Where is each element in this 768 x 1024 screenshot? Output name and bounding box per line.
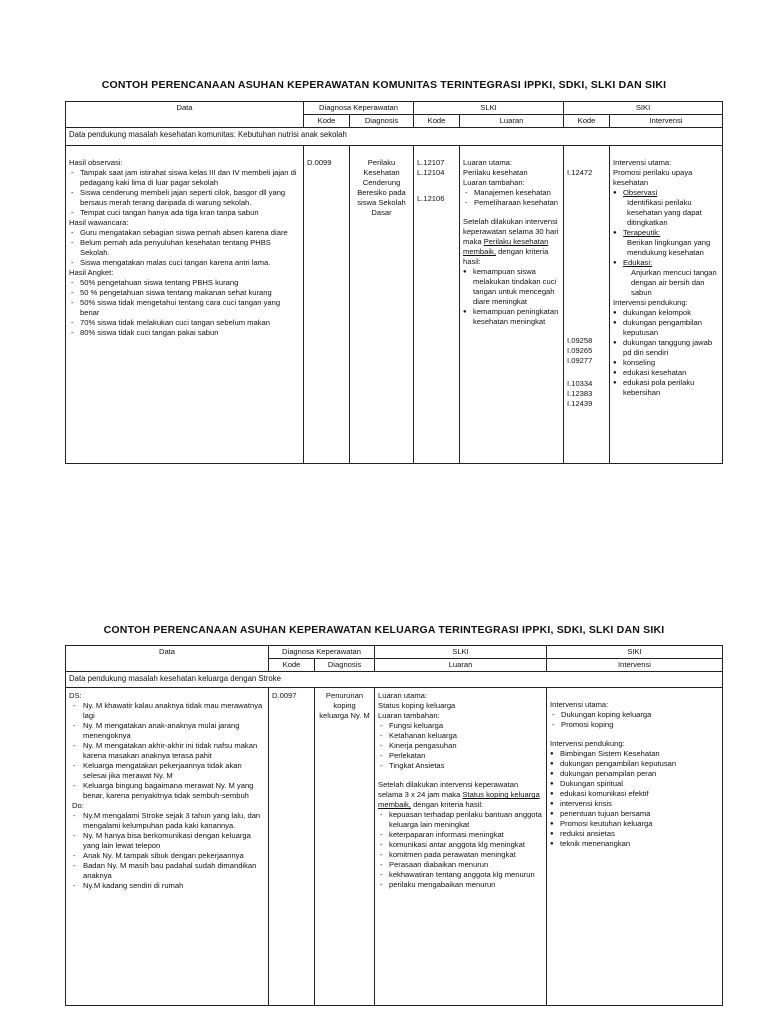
kriteria-outro: dengan kriteria hasil: [463, 247, 549, 267]
support-data-row: Data pendukung masalah kesehatan keluarga dengan Stroke [66, 672, 723, 688]
slki-code: L.12106 [417, 194, 445, 204]
header-siki: SIKI [547, 646, 723, 659]
diagnosis-code-cell [304, 146, 350, 464]
list-item: - Perlekatan [378, 751, 543, 761]
diagnosis-text: Perilaku Kesehatan Cenderung Beresiko pada siswa Sekolah Dasar [357, 158, 406, 218]
list-item: - perilaku mengabaikan menurun [378, 880, 543, 890]
ds-label: DS: [69, 691, 82, 701]
support-data-row: Data pendukung masalah kesehatan komunitas: Kebutuhan nutrisi anak sekolah [66, 128, 723, 146]
siki-code: I.09258 [567, 336, 593, 346]
slki-code-cell [414, 146, 460, 464]
list-item: - Dukungan koping keluarga [550, 710, 719, 720]
list-item: ● kemampuan siswa melakukan tindakan cuci tangan untuk mencegah diare meningkat [463, 267, 560, 307]
header-diagnosa: Diagnosa Keperawatan [269, 646, 375, 659]
luaran-tambahan-list [378, 721, 543, 771]
diagnosis-code-cell [269, 688, 315, 1006]
list-item: - 50% siswa tidak mengetahui tentang cara cuci tangan yang benar [69, 298, 300, 318]
list-item: - Tempat cuci tangan hanya ada tiga kran tanpa sabun [69, 208, 300, 218]
list-item: - Siswa mengatakan malas cuci tangan karena antri lama. [69, 258, 300, 268]
list-item: - Ny.M kadang sendiri di rumah [69, 881, 265, 891]
kriteria-target: Status koping keluarga membaik, [378, 790, 540, 810]
list-item: - komunikasi antar anggota klg meningkat [378, 840, 543, 850]
list-item: - Badan Ny. M masih bau padahal sudah dimandikan anaknya [69, 861, 265, 881]
terapeutik-heading: Terapeutik: [623, 228, 661, 238]
list-item: ● dukungan pengambilan keputusan [613, 318, 719, 338]
observasi-heading: Observasi [623, 188, 658, 198]
luaran-tambahan-list [463, 188, 560, 208]
intervensi-utama-text: Promosi perilaku upaya kesehatan [613, 168, 693, 188]
header-slki: SLKI [375, 646, 547, 659]
list-item: - kepuasan terhadap perilaku bantuan anggota keluarga lain meningkat [378, 810, 543, 830]
intervensi-cell [547, 688, 723, 1006]
list-item: - komitmen pada perawatan meningkat [378, 850, 543, 860]
observasi-text: Identifikasi perilaku kesehatan yang dapat ditingkatkan [627, 198, 702, 228]
wawancara-list [69, 228, 300, 268]
kriteria-paragraph [463, 217, 560, 267]
list-item: - Promosi koping [550, 720, 719, 730]
list-item: ● konseling [613, 358, 719, 368]
diagnosis-code: D.0097 [272, 691, 297, 701]
header-intervensi: Intervensi [610, 115, 723, 128]
list-item: - 50% pengetahuan siswa tentang PBHS kurang [69, 278, 300, 288]
intervensi-utama-list [550, 710, 719, 730]
document-title-keluarga: CONTOH PERENCANAAN ASUHAN KEPERAWATAN KELUARGA TERINTEGRASI IPPKI, SDKI, SLKI DAN SIKI [103, 624, 665, 636]
list-item: - Ny. M mengatakan akhir-akhir ini tidak nafsu makan karena masakan anaknya terasa pahit [69, 741, 265, 761]
luaran-cell [375, 688, 547, 1006]
list-item: ● kemampuan peningkatan kesehatan meningkat [463, 307, 560, 327]
list-item: ● edukasi pola perilaku kebersihan [613, 378, 719, 398]
list-item: - Manajemen kesehatan [463, 188, 560, 198]
list-item: ● edukasi kesehatan [613, 368, 719, 378]
list-item: - Anak Ny. M tampak sibuk dengan pekerjaannya [69, 851, 265, 861]
do-label: Do: [72, 801, 84, 811]
list-item: - 70% siswa tidak melakukan cuci tangan sebelum makan [69, 318, 300, 328]
wawancara-label: Hasil wawancara: [69, 218, 129, 228]
data-cell [66, 688, 269, 1006]
intervensi-utama-label: Intervensi utama: [613, 158, 672, 168]
do-list [69, 811, 265, 891]
list-item: ● intervensi krisis [550, 799, 719, 809]
list-item: - Guru mengatakan sebagian siswa pernah absen karena diare [69, 228, 300, 238]
header-diagnosis: Diagnosis [315, 659, 375, 672]
siki-code: I.10334 [567, 379, 593, 389]
header-kode: Kode [269, 659, 315, 672]
kriteria-outro: dengan kriteria hasil: [413, 800, 484, 810]
care-plan-table-keluarga [65, 645, 723, 1006]
luaran-utama-label: Luaran utama: [378, 691, 427, 701]
observasi-list [69, 168, 300, 218]
list-item: ● reduksi ansietas [550, 829, 719, 839]
header-siki: SIKI [564, 102, 723, 115]
intervensi-utama-label: Intervensi utama: [550, 700, 609, 710]
luaran-utama-label: Luaran utama: [463, 158, 512, 168]
siki-code: I.12383 [567, 389, 593, 399]
list-item: ● dukungan kelompok [613, 308, 719, 318]
header-kode: Kode [414, 115, 460, 128]
intervensi-utama-list [613, 188, 719, 298]
header-diagnosis: Diagnosis [350, 115, 414, 128]
luaran-tambahan-label: Luaran tambahan: [463, 178, 525, 188]
kriteria-paragraph [378, 780, 543, 810]
slki-code: L.12104 [417, 168, 445, 178]
list-item: - Siswa cenderung membeli jajan seperti cilok, basgor dll yang bersaus merah terang daripada di warung sekolah. [69, 188, 300, 208]
luaran-tambahan-label: Luaran tambahan: [378, 711, 440, 721]
observasi-label: Hasil observasi: [69, 158, 123, 168]
list-item: ● Dukungan spiritual [550, 779, 719, 789]
header-luaran: Luaran [375, 659, 547, 672]
intervensi-pendukung-list [550, 749, 719, 849]
siki-code-cell [564, 146, 610, 464]
edukasi-heading: Edukasi: [623, 258, 653, 268]
kriteria-intro: Setelah dilakukan intervensi keperawatan selama 30 hari maka [463, 217, 559, 247]
siki-code-list [567, 336, 606, 409]
list-item: ● edukasi komunikasi efektif [550, 789, 719, 799]
siki-code: I.12439 [567, 399, 593, 409]
list-item: - 50 % pengetahuan siswa tentang makanan sehat kurang [69, 288, 300, 298]
edukasi-text: Anjurkan mencuci tangan dengan air bersih dan sabun [631, 268, 717, 298]
list-item: - kekhawatiran tentang anggota klg menurun [378, 870, 543, 880]
list-item: - Ny. M khawatir kalau anaknya tidak mau merawatnya lagi [69, 701, 265, 721]
list-item: ● dukungan pengambilan keputusan [550, 759, 719, 769]
list-item: - Kinerja pengasuhan [378, 741, 543, 751]
list-item: - Belum pernah ada penyuluhan kesehatan tentang PHBS Sekolah. [69, 238, 300, 258]
header-diagnosa: Diagnosa Keperawatan [304, 102, 414, 115]
header-intervensi: Intervensi [547, 659, 723, 672]
list-item: - Ny. M hanya bisa berkomunikasi dengan keluarga yang lain lewat telepon [69, 831, 265, 851]
list-item: - Perasaan diabaikan menurun [378, 860, 543, 870]
list-item: - Keluarga mengatakan pekerjaannya tidak akan selesai jika merawat Ny. M [69, 761, 265, 781]
header-data: Data [66, 102, 304, 128]
list-item: - Pemeliharaan kesehatan [463, 198, 560, 208]
ds-list [69, 701, 265, 801]
header-data: Data [66, 646, 269, 672]
slki-code-list [417, 158, 456, 204]
header-luaran: Luaran [460, 115, 564, 128]
list-item: - Ny.M mengalami Stroke sejak 3 tahun yang lalu, dan mengalami kelumpuhan pada kaki kanannya. [69, 811, 265, 831]
list-item: - Fungsi keluarga [378, 721, 543, 731]
list-item: ● dukungan tanggung jawab pd diri sendiri [613, 338, 719, 358]
intervensi-pendukung-label: Intervensi pendukung: [550, 739, 625, 749]
kriteria-intro: Setelah dilakukan intervensi keperawatan selama 3 x 24 jam maka [378, 780, 519, 800]
intervensi-cell [610, 146, 723, 464]
intervensi-pendukung-label: Intervensi pendukung: [613, 298, 688, 308]
document-title-komunitas: CONTOH PERENCANAAN ASUHAN KEPERAWATAN KOMUNITAS TERINTEGRASI IPPKI, SDKI, SLKI DAN SIKI [101, 79, 667, 91]
list-item: - Ny. M mengatakan anak-anaknya mulai jarang menengoknya [69, 721, 265, 741]
siki-code: I.12472 [567, 168, 593, 178]
list-item: - 80% siswa tidak cuci tangan pakai sabun [69, 328, 300, 338]
siki-code: I.09277 [567, 356, 593, 366]
terapeutik-text: Berikan lingkungan yang mendukung kesehatan [627, 238, 711, 258]
angket-label: Hasil Angket: [69, 268, 114, 278]
luaran-utama: Perilaku kesehatan [463, 168, 528, 178]
diagnosis-code: D.0099 [307, 158, 332, 168]
siki-code: I.09265 [567, 346, 593, 356]
header-slki: SLKI [414, 102, 564, 115]
list-item: ● teknik menenangkan [550, 839, 719, 849]
list-item: ● Bimbingan Sistem Kesehatan [550, 749, 719, 759]
care-plan-table-komunitas [65, 101, 723, 464]
intervensi-pendukung-list [613, 308, 719, 398]
luaran-cell [460, 146, 564, 464]
slki-code: L.12107 [417, 158, 445, 168]
kriteria-list [463, 267, 560, 327]
header-kode: Kode [564, 115, 610, 128]
list-item: ● dukungan penampilan peran [550, 769, 719, 779]
angket-list [69, 278, 300, 338]
list-item: - Tingkat Ansietas [378, 761, 543, 771]
list-item: - Ketahanan keluarga [378, 731, 543, 741]
list-item: - keterpaparan informasi meningkat [378, 830, 543, 840]
kriteria-target: Perilaku kesehatan membaik, [463, 237, 549, 257]
kriteria-list [378, 810, 543, 890]
diagnosis-cell [315, 688, 375, 1006]
list-item: ● penentuan tujuan bersama [550, 809, 719, 819]
diagnosis-cell [350, 146, 414, 464]
header-kode: Kode [304, 115, 350, 128]
luaran-utama: Status koping keluarga [378, 701, 456, 711]
list-item: ● Promosi keutuhan keluarga [550, 819, 719, 829]
data-cell [66, 146, 304, 464]
list-item: - Keluarga bingung bagaimana merawat Ny. M yang benar, karena penyakitnya tidak sembuh-sembuh [69, 781, 265, 801]
diagnosis-text: Penurunan koping keluarga Ny. M [319, 691, 370, 721]
list-item: - Tampak saat jam istirahat siswa kelas III dan IV membeli jajan di pedagang kaki lima di luar pagar sekolah [69, 168, 300, 188]
